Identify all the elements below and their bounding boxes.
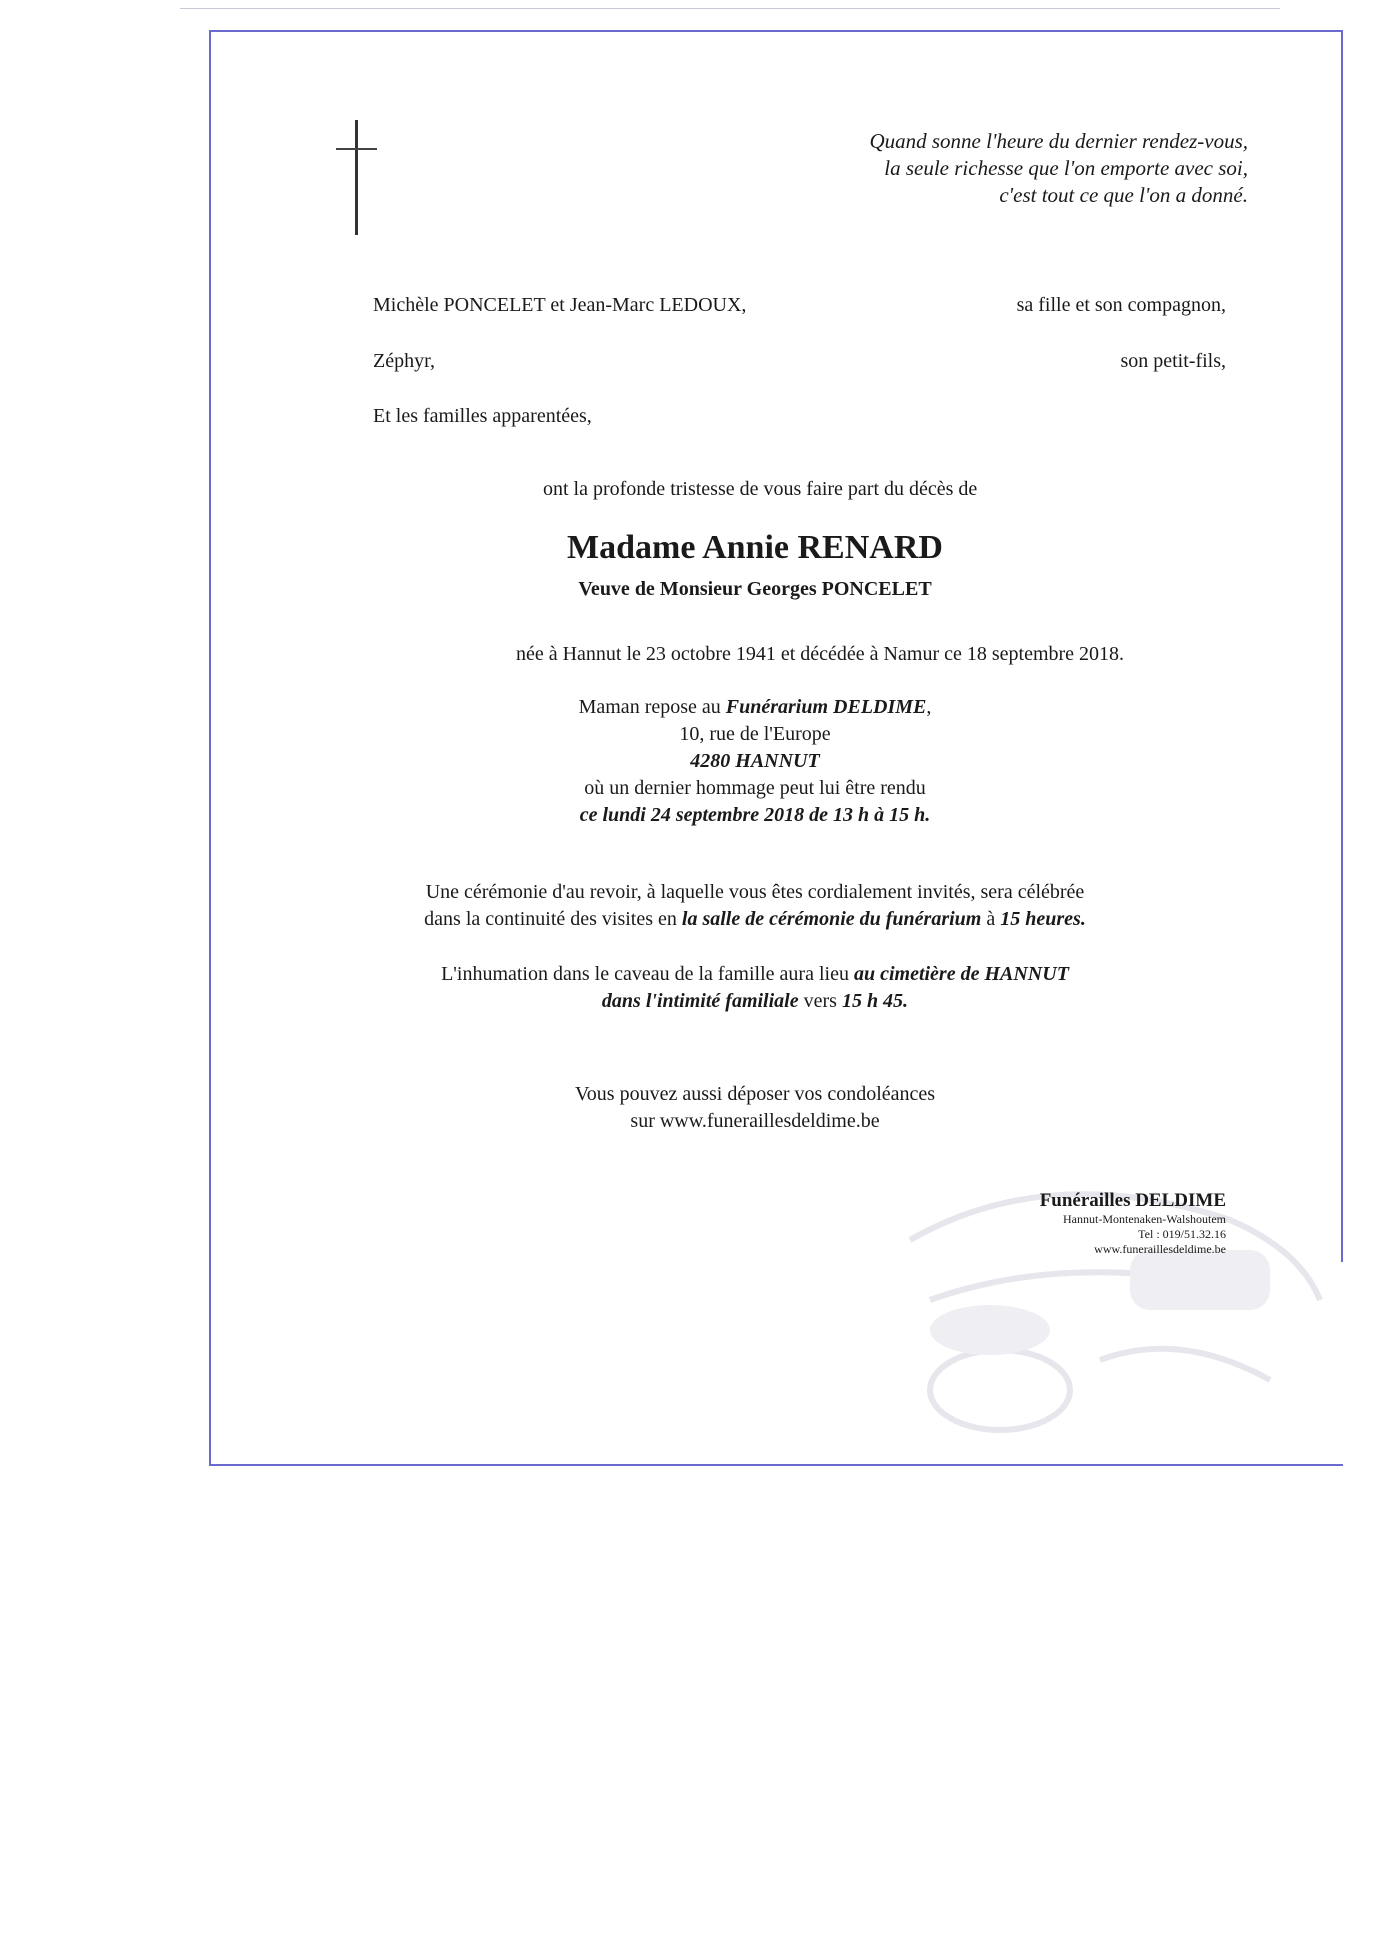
quote-line: Quand sonne l'heure du dernier rendez-vous, — [869, 129, 1248, 153]
signature-phone: Tel : 019/51.32.16 — [1138, 1227, 1226, 1241]
burial-mid: vers — [798, 990, 842, 1012]
deceased-name: Madame Annie RENARD — [567, 529, 943, 566]
repose-street: 10, rue de l'Europe — [679, 723, 831, 745]
scan-edge-line — [180, 8, 1280, 9]
condolences-line-1: Vous pouvez aussi déposer vos condoléances — [574, 1083, 936, 1105]
ceremony-line-2 — [330, 906, 1180, 932]
burial-line-2 — [330, 988, 1180, 1014]
repose-line — [330, 694, 1180, 720]
announcement-text: ont la profonde tristesse de vous faire part du décès de — [543, 478, 978, 500]
ceremony-place: la salle de cérémonie du funérarium — [681, 908, 982, 930]
burial-intimacy: dans l'intimité familiale — [601, 990, 799, 1012]
family-daughter-relation: sa fille et son compagnon, — [1016, 294, 1226, 316]
funeral-home-signature — [1040, 1190, 1226, 1257]
deceased-dates: née à Hannut le 23 octobre 1941 et décédée à Namur ce 18 septembre 2018. — [515, 643, 1125, 665]
ceremony-mid: à — [981, 908, 1001, 930]
signature-locations: Hannut-Montenaken-Walshoutem — [1063, 1212, 1226, 1226]
burial-prefix: L'inhumation dans le caveau de la famille aura lieu — [441, 963, 854, 985]
ceremony-line-1: Une cérémonie d'au revoir, à laquelle vous êtes cordialement invités, sera célébrée — [425, 881, 1085, 903]
repose-prefix: Maman repose au — [578, 696, 726, 718]
page-frame-right — [1341, 30, 1343, 1262]
cross-bar — [336, 148, 377, 150]
repose-place: Funérarium DELDIME — [725, 696, 927, 718]
repose-when: ce lundi 24 septembre 2018 de 13 h à 15 h. — [579, 804, 931, 826]
ceremony-prefix: dans la continuité des visites en — [424, 908, 682, 930]
family-grandson: Zéphyr, — [373, 350, 435, 372]
cross-icon — [355, 120, 358, 235]
burial-time: 15 h 45. — [841, 990, 909, 1012]
ceremony-time: 15 heures. — [1000, 908, 1086, 930]
family-grandson-relation: son petit-fils, — [1120, 350, 1226, 372]
signature-website: www.funeraillesdeldime.be — [1094, 1242, 1226, 1256]
burial-line-1 — [330, 961, 1180, 987]
family-daughter: Michèle PONCELET et Jean-Marc LEDOUX, — [373, 294, 747, 316]
condolences-line-2: sur www.funeraillesdeldime.be — [630, 1110, 880, 1132]
repose-place-suffix: , — [926, 696, 932, 718]
burial-place: au cimetière de HANNUT — [853, 963, 1069, 985]
watermark-image — [850, 1100, 1350, 1480]
repose-homage: où un dernier hommage peut lui être rendu — [584, 777, 926, 799]
deceased-subtitle: Veuve de Monsieur Georges PONCELET — [578, 578, 932, 600]
epitaph-quote — [648, 128, 1248, 209]
signature-title: Funérailles DELDIME — [1039, 1190, 1226, 1211]
quote-line: c'est tout ce que l'on a donné. — [999, 183, 1248, 207]
repose-city: 4280 HANNUT — [690, 750, 820, 772]
quote-line: la seule richesse que l'on emporte avec soi, — [884, 156, 1248, 180]
family-relatives: Et les familles apparentées, — [373, 405, 592, 427]
